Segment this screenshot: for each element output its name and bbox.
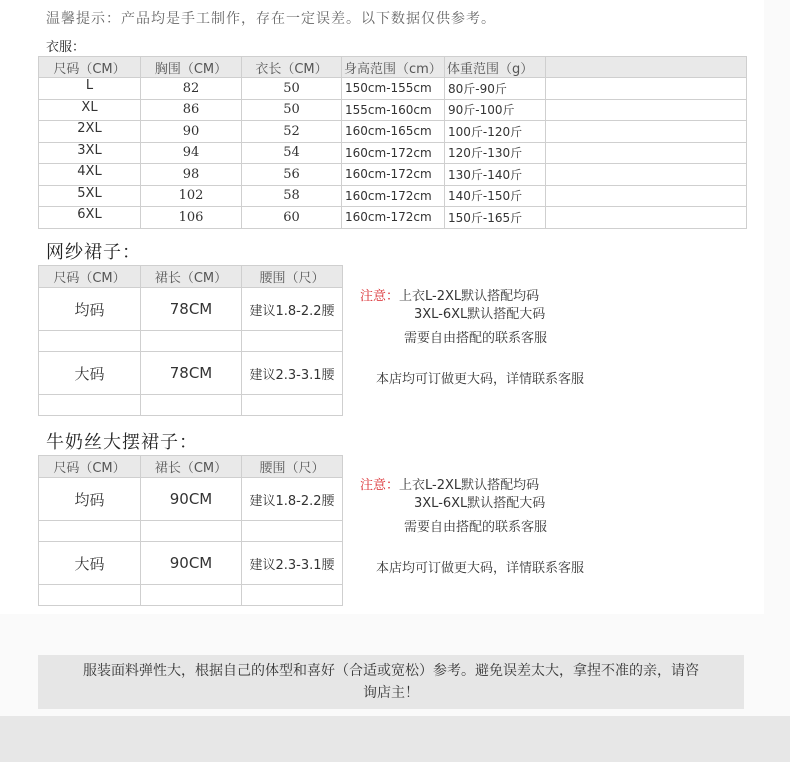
cell-blank [546, 185, 747, 207]
cell-chest: 106 [141, 207, 242, 229]
cell-length: 52 [242, 121, 342, 143]
cell-height: 160cm-172cm [342, 207, 445, 229]
cell-empty [141, 395, 242, 416]
cell-weight: 120斤-130斤 [445, 142, 546, 164]
table-row [39, 121, 747, 143]
cell-height: 160cm-172cm [342, 142, 445, 164]
header-skirt-length: 裙长（CM） [141, 266, 242, 288]
skirt2-title: 牛奶丝大摆裙子： [46, 432, 198, 453]
cell-empty [242, 521, 343, 542]
tip-text: 温馨提示：产品均是手工制作，存在一定误差。以下数据仅供参考。 [46, 11, 496, 27]
skirt1-note-line2: 3XL-6XL默认搭配大码 [414, 307, 546, 322]
cell-length: 60 [242, 207, 342, 229]
table-row [39, 352, 343, 395]
cell-chest: 86 [141, 99, 242, 121]
cell-blank [546, 164, 747, 186]
cell-skirt-length: 90CM [141, 478, 242, 521]
header-skirt-length: 裙长（CM） [141, 456, 242, 478]
clothing-size-table [38, 56, 747, 229]
note-prefix: 注意： [360, 289, 400, 304]
cell-height: 160cm-172cm [342, 185, 445, 207]
cell-weight: 150斤-165斤 [445, 207, 546, 229]
cell-waist: 建议1.8-2.2腰 [242, 288, 343, 331]
cell-empty [141, 585, 242, 606]
table-header-row [39, 456, 343, 478]
cell-size: 大码 [39, 352, 141, 395]
cell-height: 150cm-155cm [342, 78, 445, 100]
table-row [39, 142, 747, 164]
cell-length: 50 [242, 99, 342, 121]
cell-chest: 102 [141, 185, 242, 207]
skirt2-note-line4: 本店均可订做更大码，详情联系客服 [376, 561, 585, 576]
cell-empty [141, 521, 242, 542]
cell-skirt-length: 90CM [141, 542, 242, 585]
skirt1-note-line4: 本店均可订做更大码，详情联系客服 [376, 372, 585, 387]
cell-chest: 98 [141, 164, 242, 186]
cell-size: 3XL [39, 142, 141, 164]
header-blank [546, 57, 747, 78]
cell-height: 155cm-160cm [342, 99, 445, 121]
cell-length: 50 [242, 78, 342, 100]
note-prefix: 注意： [360, 478, 400, 493]
cell-size: XL [39, 99, 141, 121]
cell-blank [546, 121, 747, 143]
skirt1-note-line1 [360, 285, 539, 304]
cell-empty [242, 331, 343, 352]
header-waist: 腰围（尺） [242, 266, 343, 288]
cell-waist: 建议1.8-2.2腰 [242, 478, 343, 521]
table-row [39, 585, 343, 606]
skirt1-note-line3: 需要自由搭配的联系客服 [404, 331, 548, 346]
cell-size: 均码 [39, 288, 141, 331]
table-row [39, 521, 343, 542]
cell-blank [546, 99, 747, 121]
cell-waist: 建议2.3-3.1腰 [242, 352, 343, 395]
cell-size: L [39, 78, 141, 100]
cell-empty [242, 585, 343, 606]
skirt1-title: 网纱裙子： [46, 242, 141, 263]
cell-height: 160cm-172cm [342, 164, 445, 186]
cell-weight: 100斤-120斤 [445, 121, 546, 143]
table-row [39, 164, 747, 186]
header-height: 身高范围（cm） [342, 57, 445, 78]
cell-height: 160cm-165cm [342, 121, 445, 143]
header-size: 尺码（CM） [39, 266, 141, 288]
table-row [39, 78, 747, 100]
cell-size: 5XL [39, 185, 141, 207]
cell-empty [39, 585, 141, 606]
table-row [39, 331, 343, 352]
cell-size: 6XL [39, 207, 141, 229]
cell-chest: 82 [141, 78, 242, 100]
bottom-notice-line1: 服装面料弹性大，根据自己的体型和喜好（合适或宽松）参考。避免误差太大，拿捏不准的亲，请咨 [83, 663, 699, 679]
cell-chest: 94 [141, 142, 242, 164]
skirt1-size-table [38, 265, 343, 416]
cell-weight: 140斤-150斤 [445, 185, 546, 207]
table-row [39, 478, 343, 521]
header-length: 衣长（CM） [242, 57, 342, 78]
cell-size: 2XL [39, 121, 141, 143]
header-size: 尺码（CM） [39, 456, 141, 478]
cell-blank [546, 142, 747, 164]
table-row [39, 542, 343, 585]
bottom-strip [0, 716, 790, 762]
table-row [39, 185, 747, 207]
table-row [39, 395, 343, 416]
note-text: 上衣L-2XL默认搭配均码 [399, 289, 540, 304]
cell-length: 54 [242, 142, 342, 164]
table-header-row [39, 57, 747, 78]
cell-waist: 建议2.3-3.1腰 [242, 542, 343, 585]
table-row [39, 99, 747, 121]
cell-size: 均码 [39, 478, 141, 521]
cell-weight: 130斤-140斤 [445, 164, 546, 186]
cell-length: 58 [242, 185, 342, 207]
cell-empty [39, 395, 141, 416]
table-row [39, 207, 747, 229]
header-size: 尺码（CM） [39, 57, 141, 78]
cell-length: 56 [242, 164, 342, 186]
skirt2-note-line1 [360, 474, 539, 493]
skirt2-note-line2: 3XL-6XL默认搭配大码 [414, 496, 546, 511]
cell-blank [546, 78, 747, 100]
table-header-row [39, 266, 343, 288]
cell-blank [546, 207, 747, 229]
cell-size: 4XL [39, 164, 141, 186]
cell-empty [39, 521, 141, 542]
cell-weight: 90斤-100斤 [445, 99, 546, 121]
header-weight: 体重范围（g） [445, 57, 546, 78]
table-row [39, 288, 343, 331]
cell-size: 大码 [39, 542, 141, 585]
cell-chest: 90 [141, 121, 242, 143]
cell-skirt-length: 78CM [141, 352, 242, 395]
bottom-notice [38, 655, 744, 709]
header-waist: 腰围（尺） [242, 456, 343, 478]
bottom-notice-line2: 询店主！ [363, 685, 419, 701]
skirt2-note-line3: 需要自由搭配的联系客服 [404, 520, 548, 535]
cell-empty [141, 331, 242, 352]
cell-skirt-length: 78CM [141, 288, 242, 331]
cell-weight: 80斤-90斤 [445, 78, 546, 100]
header-chest: 胸围（CM） [141, 57, 242, 78]
skirt2-size-table [38, 455, 343, 606]
cell-empty [242, 395, 343, 416]
note-text: 上衣L-2XL默认搭配均码 [399, 478, 540, 493]
top-label: 衣服： [46, 40, 86, 55]
cell-empty [39, 331, 141, 352]
